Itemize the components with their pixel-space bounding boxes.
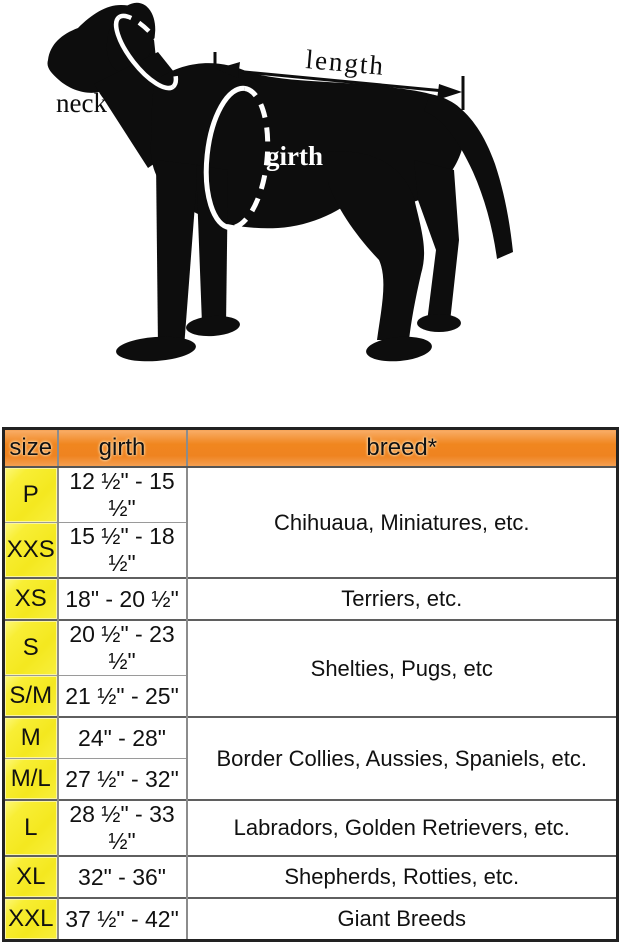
table-row (4, 467, 618, 523)
table-row (4, 620, 618, 676)
size-cell: S/M (4, 676, 58, 718)
size-column-header: size (4, 429, 58, 468)
size-cell: XXS (4, 523, 58, 579)
girth-range-cell: 12 ½" - 15 ½" (58, 467, 187, 523)
size-chart-table (2, 427, 619, 942)
girth-range-cell: 15 ½" - 18 ½" (58, 523, 187, 579)
table-row (4, 717, 618, 759)
girth-column-header: girth (58, 429, 187, 468)
girth-range-cell: 20 ½" - 23 ½" (58, 620, 187, 676)
dog-silhouette (47, 0, 513, 364)
breed-cell: Chihuaua, Miniatures, etc. (187, 467, 618, 578)
size-cell: M/L (4, 759, 58, 801)
size-cell: P (4, 467, 58, 523)
size-cell: M (4, 717, 58, 759)
breed-cell: Shelties, Pugs, etc (187, 620, 618, 717)
girth-range-cell: 37 ½" - 42" (58, 898, 187, 941)
size-cell: S (4, 620, 58, 676)
size-cell: XXL (4, 898, 58, 941)
length-label: length (304, 44, 387, 81)
girth-label: girth (266, 141, 323, 171)
breed-cell: Terriers, etc. (187, 578, 618, 620)
table-row (4, 856, 618, 898)
girth-range-cell: 32" - 36" (58, 856, 187, 898)
breed-cell: Border Collies, Aussies, Spaniels, etc. (187, 717, 618, 800)
table-row (4, 898, 618, 941)
girth-range-cell: 18" - 20 ½" (58, 578, 187, 620)
girth-range-cell: 21 ½" - 25" (58, 676, 187, 718)
neck-label: neck (56, 88, 107, 118)
size-cell: XS (4, 578, 58, 620)
header-row (4, 429, 618, 468)
breed-cell: Labradors, Golden Retrievers, etc. (187, 800, 618, 856)
breed-cell: Shepherds, Rotties, etc. (187, 856, 618, 898)
table-row (4, 800, 618, 856)
breed-column-header: breed* (187, 429, 618, 468)
girth-range-cell: 27 ½" - 32" (58, 759, 187, 801)
size-cell: XL (4, 856, 58, 898)
breed-cell: Giant Breeds (187, 898, 618, 941)
girth-range-cell: 28 ½" - 33 ½" (58, 800, 187, 856)
table-row (4, 578, 618, 620)
size-table-tbody (4, 467, 618, 941)
dog-measurement-diagram (0, 0, 618, 424)
size-cell: L (4, 800, 58, 856)
girth-range-cell: 24" - 28" (58, 717, 187, 759)
